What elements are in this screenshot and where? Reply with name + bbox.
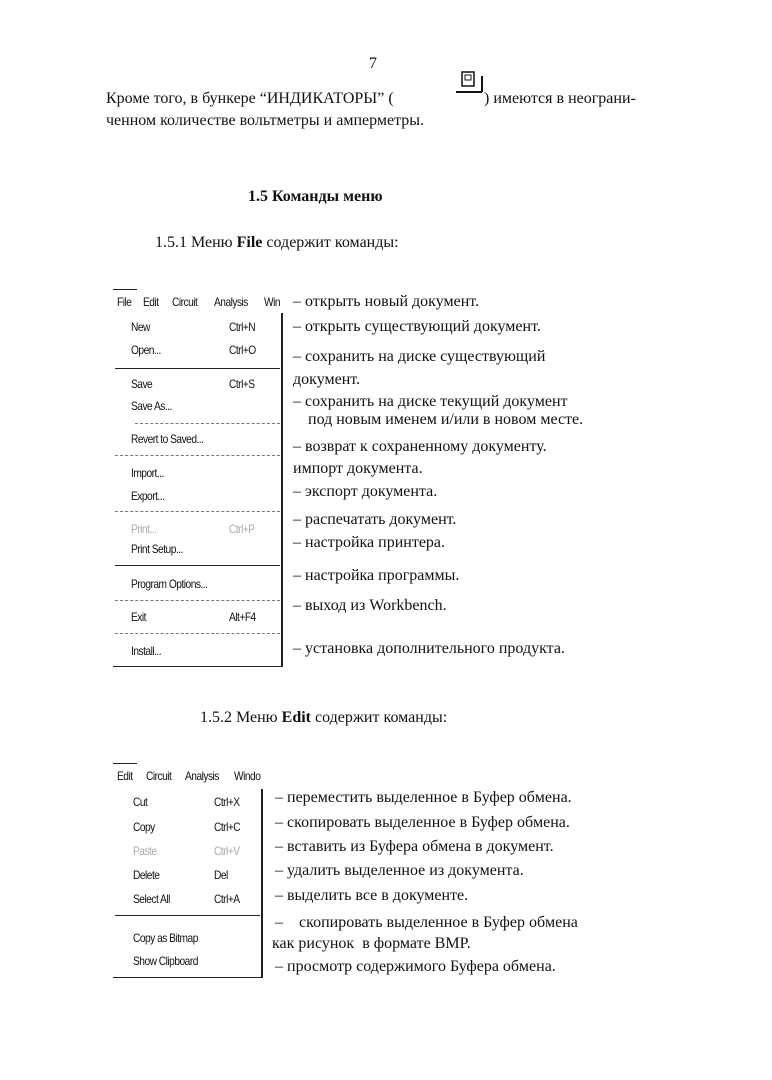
- intro-line-2: ченном количестве вольтметры и амперметры.: [106, 112, 425, 129]
- file-description: – настройка программы.: [293, 567, 460, 584]
- menu-item-open-[interactable]: Open...: [131, 343, 161, 357]
- edit-description: – выделить все в документе.: [275, 887, 469, 904]
- file-description: – экспорт документа.: [293, 483, 438, 500]
- file-description: – распечатать документ.: [293, 511, 457, 528]
- menubar-analysis[interactable]: Analysis: [214, 295, 248, 309]
- menubar-circuit[interactable]: Circuit: [146, 769, 172, 783]
- menu-item-show-clipboard[interactable]: Show Clipboard: [133, 954, 198, 968]
- file-description: – установка дополнительного продукта.: [293, 640, 565, 657]
- edit-description: – скопировать выделенное в Буфер обмена.: [275, 814, 570, 831]
- section-heading: 1.5 Команды меню: [248, 188, 383, 205]
- file-description: импорт документа.: [293, 460, 423, 477]
- menu-item-delete[interactable]: Delete: [133, 868, 160, 882]
- file-description: под новым именем и/или в новом месте.: [308, 411, 584, 428]
- menu-item-new[interactable]: New: [131, 320, 150, 334]
- page-number: 7: [369, 55, 377, 72]
- file-description: – открыть существующий документ.: [293, 318, 541, 335]
- menubar-circuit[interactable]: Circuit: [172, 295, 198, 309]
- indicator-bin-icon: [454, 70, 482, 98]
- file-section-title: 1.5.1 Меню File содержит команды:: [155, 234, 399, 251]
- menu-item-copy[interactable]: Copy: [133, 820, 155, 834]
- menu-item-revert-to-saved-[interactable]: Revert to Saved...: [131, 432, 204, 446]
- menu-shortcut: Ctrl+O: [229, 343, 256, 357]
- file-description: – сохранить на диске существующий: [293, 348, 546, 365]
- edit-description: как рисунок в формате BMP.: [272, 935, 471, 952]
- menu-item-program-options-[interactable]: Program Options...: [131, 577, 208, 591]
- menubar-edit[interactable]: Edit: [117, 769, 133, 783]
- file-description: документ.: [293, 371, 361, 388]
- menu-shortcut: Alt+F4: [229, 610, 256, 624]
- edit-description: – скопировать выделенное в Буфер обмена: [275, 914, 578, 931]
- file-description: – сохранить на диске текущий документ: [293, 393, 568, 410]
- edit-section-title: 1.5.2 Меню Edit содержит команды:: [200, 709, 448, 726]
- menubar-edit[interactable]: Edit: [143, 295, 159, 309]
- menubar-analysis[interactable]: Analysis: [185, 769, 219, 783]
- menu-item-exit[interactable]: Exit: [131, 610, 146, 624]
- intro-line-1b: ) имеются в неограни-: [484, 90, 636, 107]
- menu-shortcut: Ctrl+S: [229, 377, 255, 391]
- menu-item-copy-as-bitmap[interactable]: Copy as Bitmap: [133, 931, 198, 945]
- file-description: – возврат к сохраненному документу.: [293, 438, 547, 455]
- menubar-windo[interactable]: Windo: [234, 769, 261, 783]
- file-description: – настройка принтера.: [293, 534, 446, 551]
- menubar-win[interactable]: Win: [264, 295, 281, 309]
- menu-item-import-[interactable]: Import...: [131, 466, 164, 480]
- edit-description: – вставить из Буфера обмена в документ.: [275, 838, 554, 855]
- edit-description: – удалить выделенное из документа.: [275, 862, 524, 879]
- file-description: – выход из Workbench.: [293, 597, 447, 614]
- menu-item-save-as-[interactable]: Save As...: [131, 399, 172, 413]
- menu-item-cut[interactable]: Cut: [133, 795, 148, 809]
- menu-item-print-[interactable]: Print...: [131, 522, 157, 536]
- edit-description: – просмотр содержимого Буфера обмена.: [275, 958, 556, 975]
- menu-item-export-[interactable]: Export...: [131, 489, 165, 503]
- menu-shortcut: Ctrl+V: [214, 844, 240, 858]
- menu-item-paste[interactable]: Paste: [133, 844, 157, 858]
- menu-item-install-[interactable]: Install...: [131, 644, 162, 658]
- edit-description: – переместить выделенное в Буфер обмена.: [275, 789, 572, 806]
- menu-shortcut: Ctrl+N: [229, 320, 256, 334]
- menu-shortcut: Ctrl+X: [214, 795, 240, 809]
- menu-shortcut: Del: [214, 868, 228, 882]
- menu-item-print-setup-[interactable]: Print Setup...: [131, 542, 183, 556]
- menu-item-save[interactable]: Save: [131, 377, 153, 391]
- menu-shortcut: Ctrl+A: [214, 892, 240, 906]
- menu-shortcut: Ctrl+C: [214, 820, 241, 834]
- menu-item-select-all[interactable]: Select All: [133, 892, 170, 906]
- file-description: – открыть новый документ.: [293, 293, 480, 310]
- intro-line-1a: Кроме того, в бункере “ИНДИКАТОРЫ” (: [106, 90, 394, 107]
- menu-shortcut: Ctrl+P: [229, 522, 255, 536]
- menubar-file[interactable]: File: [117, 295, 132, 309]
